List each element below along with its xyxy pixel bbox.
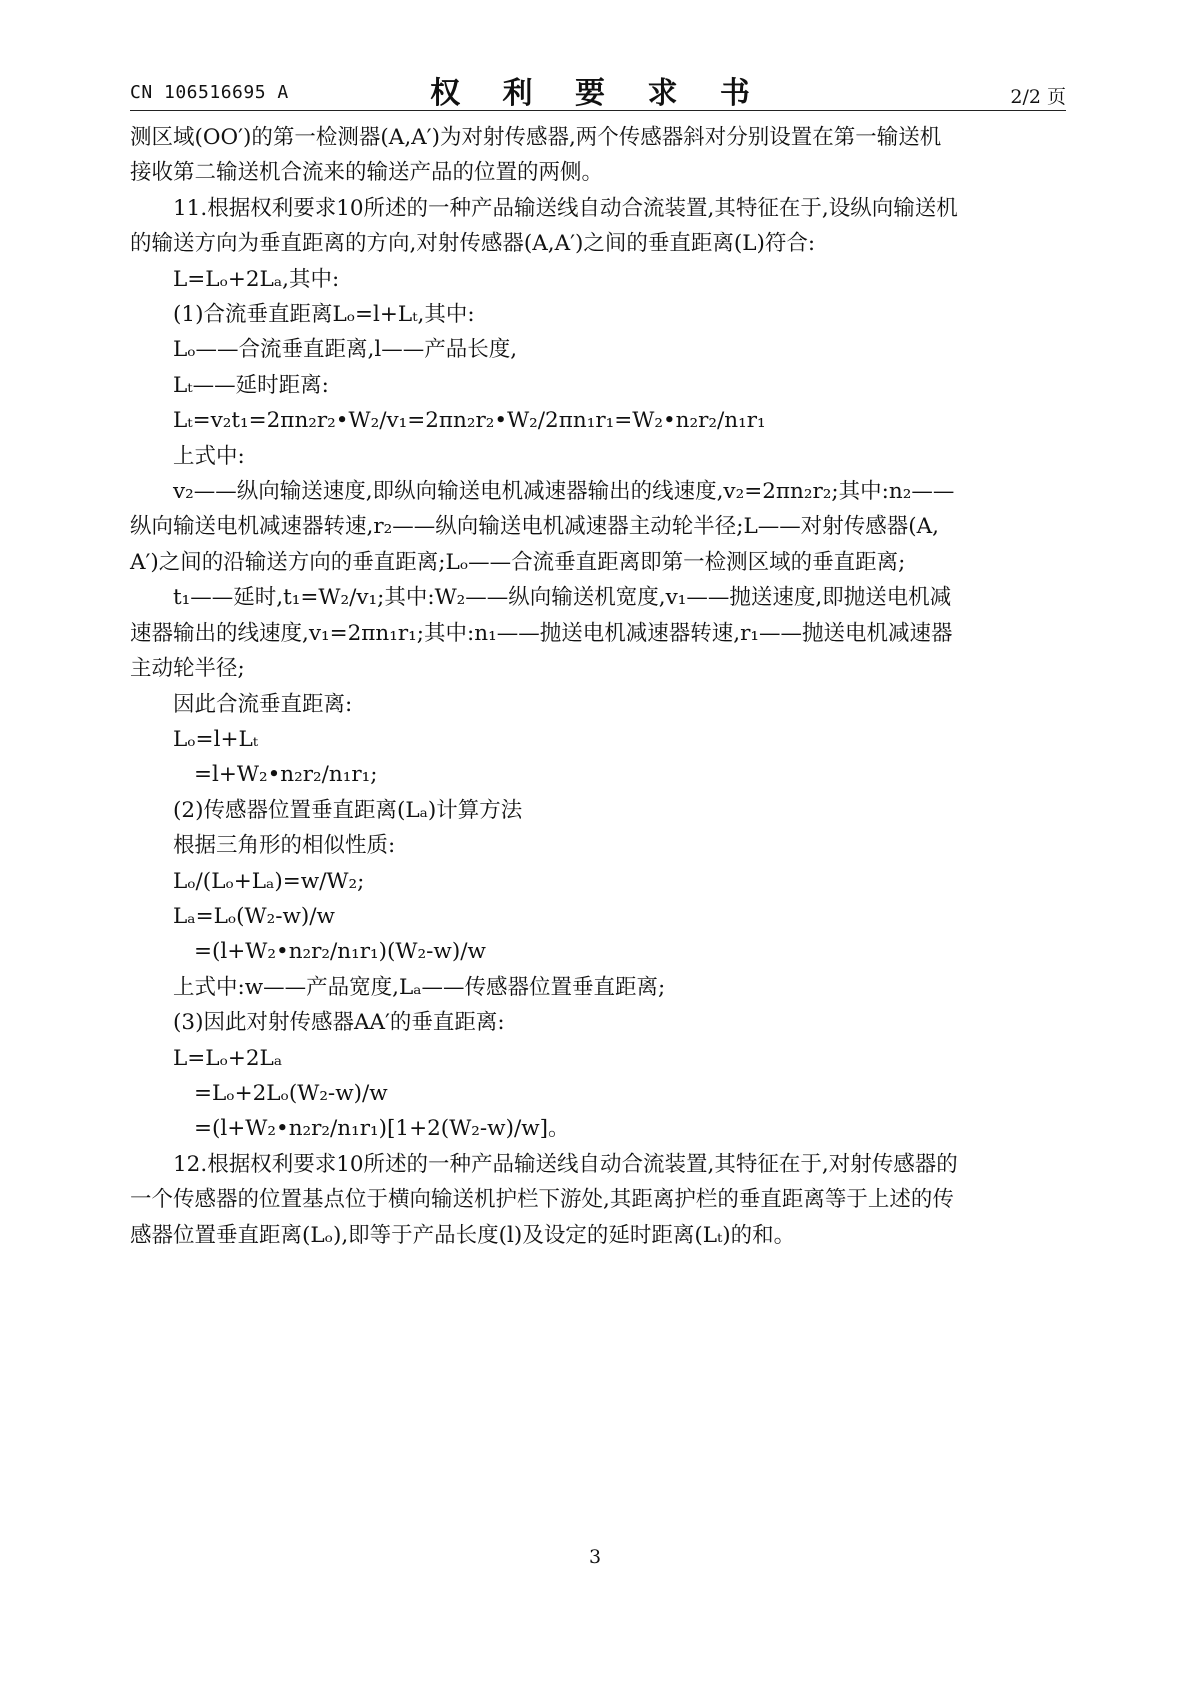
text-line: 接收第二输送机合流来的输送产品的位置的两侧。 [130,160,604,186]
formula-line: Lₐ=Lₒ(W₂-w)/w [173,903,335,929]
text-line: (2)传感器位置垂直距离(Lₐ)计算方法 [173,797,523,823]
text-line: Lₜ——延时距离: [173,372,329,398]
text-line: 上式中:w——产品宽度,Lₐ——传感器位置垂直距离; [173,974,666,1000]
page-number: 3 [588,1546,602,1568]
formula-line: Lₒ/(Lₒ+Lₐ)=w/W₂; [173,868,365,894]
text-line: v₂——纵向输送速度,即纵向输送电机减速器输出的线速度,v₂=2πn₂r₂;其中:n₂—— [173,479,955,505]
formula-line: =(l+W₂•n₂r₂/n₁r₁)(W₂-w)/w [194,939,486,965]
text-line: 纵向输送电机减速器转速,r₂——纵向输送电机减速器主动轮半径;L——对射传感器(A, [130,514,940,540]
formula-line: =l+W₂•n₂r₂/n₁r₁; [194,762,378,788]
page-header [130,66,1066,111]
publication-number: CN 106516695 A [130,82,289,103]
text-line: t₁——延时,t₁=W₂/v₁;其中:W₂——纵向输送机宽度,v₁——抛送速度,即抛送电机减 [173,585,952,611]
text-line: (3)因此对射传感器AA′的垂直距离: [173,1010,505,1036]
formula-line: L=Lₒ+2Lₐ [173,1045,283,1071]
text-line: 因此合流垂直距离: [173,691,353,717]
text-line: 速器输出的线速度,v₁=2πn₁r₁;其中:n₁——抛送电机减速器转速,r₁——抛送电机减速器 [130,620,953,646]
text-line: 上式中: [173,443,245,469]
text-line: 一个传感器的位置基点位于横向输送机护栏下游处,其距离护栏的垂直距离等于上述的传 [130,1187,954,1213]
formula-line: =(l+W₂•n₂r₂/n₁r₁)[1+2(W₂-w)/w]。 [194,1116,570,1142]
text-line: Lₒ——合流垂直距离,l——产品长度, [173,337,518,363]
text-line: 的输送方向为垂直距离的方向,对射传感器(A,A′)之间的垂直距离(L)符合: [130,231,816,257]
text-line: (1)合流垂直距离Lₒ=l+Lₜ,其中: [173,302,475,328]
claim-12-start: 12.根据权利要求10所述的一种产品输送线自动合流装置,其特征在于,对射传感器的 [173,1151,958,1177]
claim-11-start: 11.根据权利要求10所述的一种产品输送线自动合流装置,其特征在于,设纵向输送机 [173,195,958,221]
formula-line: L=Lₒ+2Lₐ,其中: [173,266,340,292]
text-line: 根据三角形的相似性质: [173,833,396,859]
claims-body [130,120,1070,1253]
text-line: 感器位置垂直距离(Lₒ),即等于产品长度(l)及设定的延时距离(Lₜ)的和。 [130,1222,796,1248]
formula-line: Lₜ=v₂t₁=2πn₂r₂•W₂/v₁=2πn₂r₂•W₂/2πn₁r₁=W₂•n₂r₂/n₁r₁ [173,408,766,434]
document-title: 权 利 要 求 书 [430,76,766,111]
formula-line: Lₒ=l+Lₜ [173,726,259,752]
text-line: A′)之间的沿输送方向的垂直距离;Lₒ——合流垂直距离即第一检测区域的垂直距离; [130,549,906,575]
text-line: 主动轮半径; [130,656,245,682]
text-line: 测区域(OO′)的第一检测器(A,A′)为对射传感器,两个传感器斜对分别设置在第一输送机 [130,125,942,150]
formula-line: =Lₒ+2Lₒ(W₂-w)/w [194,1080,388,1106]
page-count: 2/2 页 [1010,86,1066,108]
